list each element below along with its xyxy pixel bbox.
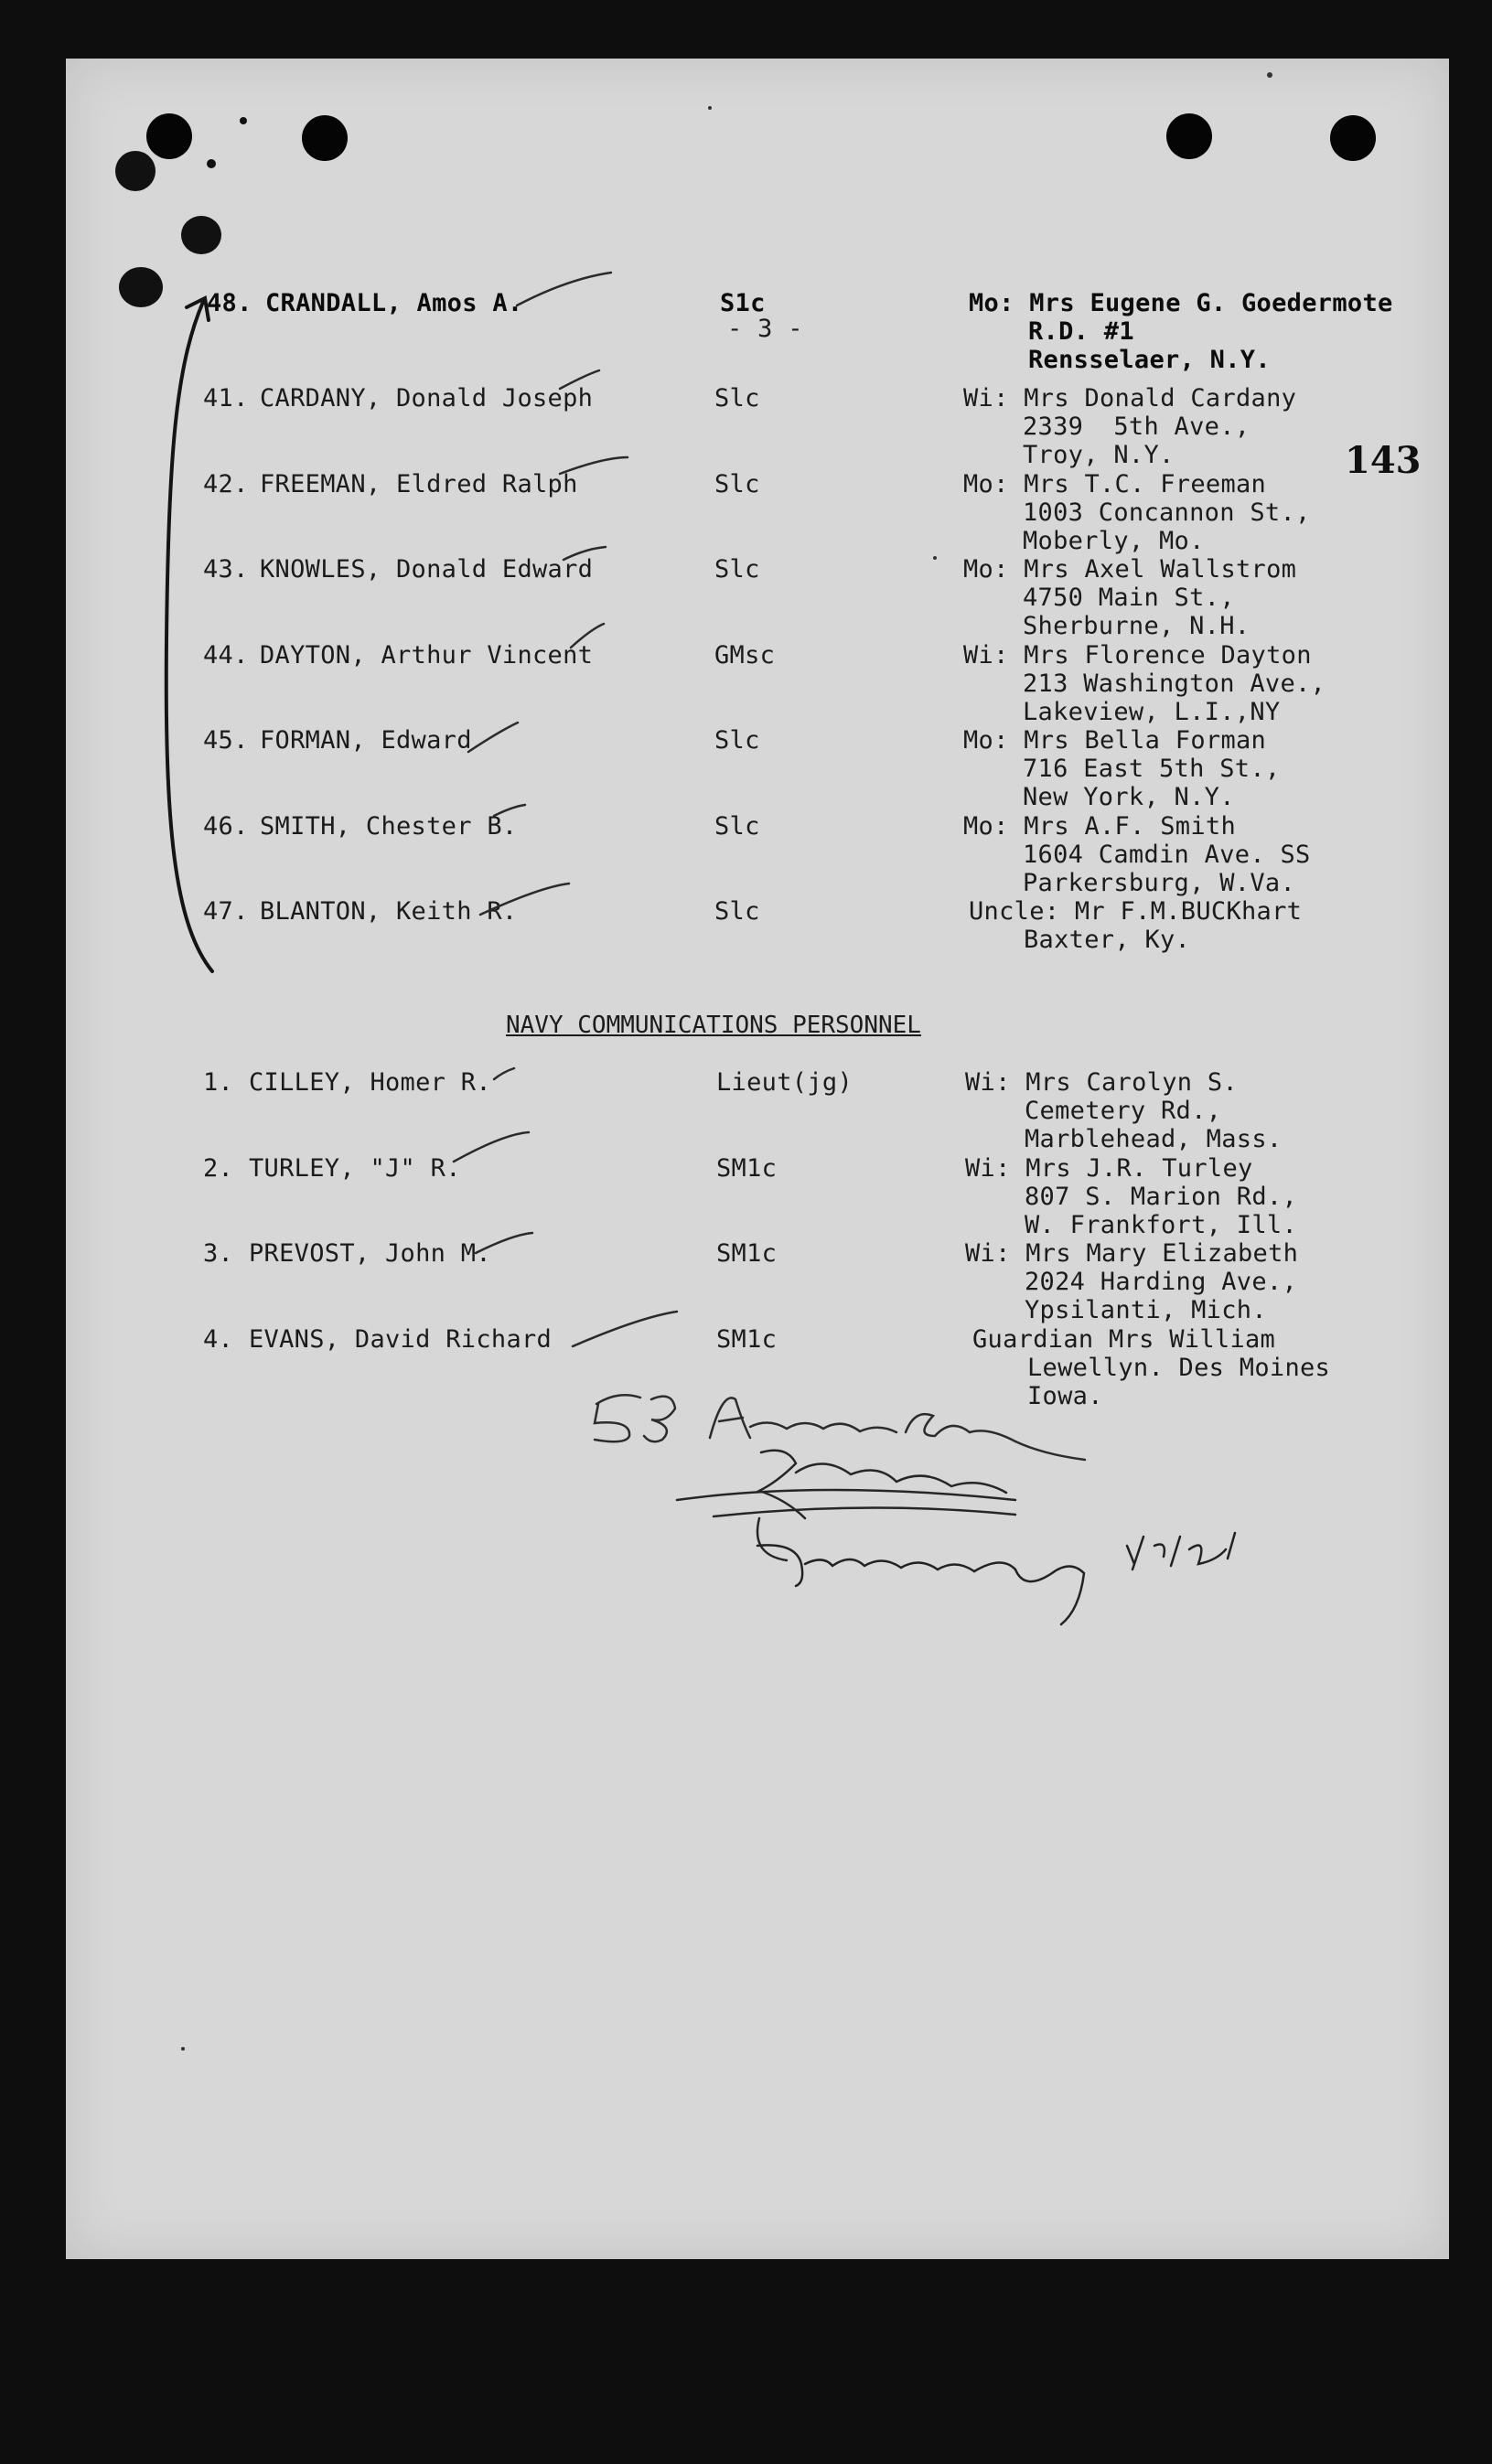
address-line: Sherburne, N.H. — [1023, 612, 1250, 640]
row-41-rate: Slc — [714, 384, 760, 412]
row-43-number: 43. — [203, 555, 249, 584]
row-43-name: KNOWLES, Donald Edward — [260, 555, 594, 584]
address-line: R.D. #1 — [1028, 317, 1134, 346]
comm-row-2-rate: SM1c — [716, 1154, 778, 1183]
comm-row-4-name: EVANS, David Richard — [249, 1325, 553, 1354]
address-line: Mo: Mrs Axel Wallstrom — [963, 555, 1297, 584]
bracket-arrow-icon — [166, 298, 212, 971]
address-line: Lewellyn. Des Moines — [1027, 1354, 1331, 1382]
address-line: Cemetery Rd., — [1025, 1097, 1222, 1125]
address-line: Ypsilanti, Mich. — [1025, 1296, 1267, 1324]
address-line: Wi: Mrs Donald Cardany — [963, 384, 1297, 412]
address-line: Mo: Mrs Eugene G. Goedermote — [969, 289, 1393, 317]
comm-row-3-name: PREVOST, John M. — [249, 1239, 491, 1268]
row-41-number: 41. — [203, 384, 249, 412]
address-line: Wi: Mrs J.R. Turley — [965, 1154, 1253, 1183]
address-line: 213 Washington Ave., — [1023, 670, 1326, 698]
address-line: Troy, N.Y. — [1023, 441, 1175, 469]
signature-second-line — [757, 1533, 1235, 1624]
row-47-number: 47. — [203, 897, 249, 926]
address-line: Mo: Mrs T.C. Freeman — [963, 470, 1267, 498]
stray-marks — [181, 72, 1272, 2051]
address-line: W. Frankfort, Ill. — [1025, 1211, 1297, 1239]
address-line: Lakeview, L.I.,NY — [1023, 698, 1281, 726]
address-line: New York, N.Y. — [1023, 783, 1235, 811]
row-45-name: FORMAN, Edward — [260, 726, 472, 755]
row-47-rate: Slc — [714, 897, 760, 926]
address-line: Mo: Mrs Bella Forman — [963, 726, 1267, 755]
row-48-number: 48. — [207, 289, 252, 317]
address-line: Rensselaer, N.Y. — [1028, 346, 1271, 374]
row-48-name: CRANDALL, Amos A. — [265, 289, 523, 317]
row-42-name: FREEMAN, Eldred Ralph — [260, 470, 578, 498]
row-44-name: DAYTON, Arthur Vincent — [260, 641, 594, 670]
check-marks — [454, 273, 677, 1346]
row-42-number: 42. — [203, 470, 249, 498]
row-44-number: 44. — [203, 641, 249, 670]
section-heading: NAVY COMMUNICATIONS PERSONNEL — [506, 1012, 921, 1039]
page-marker: - 3 - — [727, 315, 803, 343]
address-line: Iowa. — [1027, 1382, 1103, 1410]
row-43-rate: Slc — [714, 555, 760, 584]
row-46-rate: Slc — [714, 812, 760, 841]
address-line: 716 East 5th St., — [1023, 755, 1281, 783]
address-line: Mo: Mrs A.F. Smith — [963, 812, 1236, 841]
comm-row-4-rate: SM1c — [716, 1325, 778, 1354]
row-46-number: 46. — [203, 812, 249, 841]
row-47-name: BLANTON, Keith R. — [260, 897, 518, 926]
address-line: Baxter, Ky. — [1024, 926, 1191, 954]
address-line: 1003 Concannon St., — [1023, 498, 1311, 527]
comm-row-1-rate: Lieut(jg) — [716, 1068, 853, 1097]
signature-swartz — [677, 1451, 1015, 1560]
address-line: Parkersburg, W.Va. — [1023, 869, 1295, 897]
address-line: 2339 5th Ave., — [1023, 412, 1250, 441]
handwritten-note-armed-guard — [595, 1395, 1085, 1460]
row-44-rate: GMsc — [714, 641, 776, 670]
comm-row-1-name: CILLEY, Homer R. — [249, 1068, 491, 1097]
comm-row-3-rate: SM1c — [716, 1239, 778, 1268]
address-line: Marblehead, Mass. — [1025, 1125, 1283, 1153]
comm-row-4-number: 4. — [203, 1325, 234, 1354]
row-46-name: SMITH, Chester B. — [260, 812, 518, 841]
address-line: Guardian Mrs William — [972, 1325, 1276, 1354]
comm-row-3-number: 3. — [203, 1239, 234, 1268]
address-line: 2024 Harding Ave., — [1025, 1268, 1297, 1296]
page-number: 143 — [1345, 439, 1422, 482]
row-45-rate: Slc — [714, 726, 760, 755]
row-48-rate: S1c — [720, 289, 766, 317]
address-line: Wi: Mrs Florence Dayton — [963, 641, 1312, 670]
row-42-rate: Slc — [714, 470, 760, 498]
address-line: Uncle: Mr F.M.BUCKhart — [969, 897, 1303, 926]
address-line: 807 S. Marion Rd., — [1025, 1183, 1297, 1211]
comm-row-1-number: 1. — [203, 1068, 234, 1097]
comm-row-2-name: TURLEY, "J" R. — [249, 1154, 461, 1183]
comm-row-2-number: 2. — [203, 1154, 234, 1183]
address-line: Wi: Mrs Mary Elizabeth — [965, 1239, 1299, 1268]
address-line: Moberly, Mo. — [1023, 527, 1205, 555]
address-line: 4750 Main St., — [1023, 584, 1235, 612]
row-41-name: CARDANY, Donald Joseph — [260, 384, 594, 412]
row-45-number: 45. — [203, 726, 249, 755]
address-line: 1604 Camdin Ave. SS — [1023, 841, 1311, 869]
address-line: Wi: Mrs Carolyn S. — [965, 1068, 1238, 1097]
